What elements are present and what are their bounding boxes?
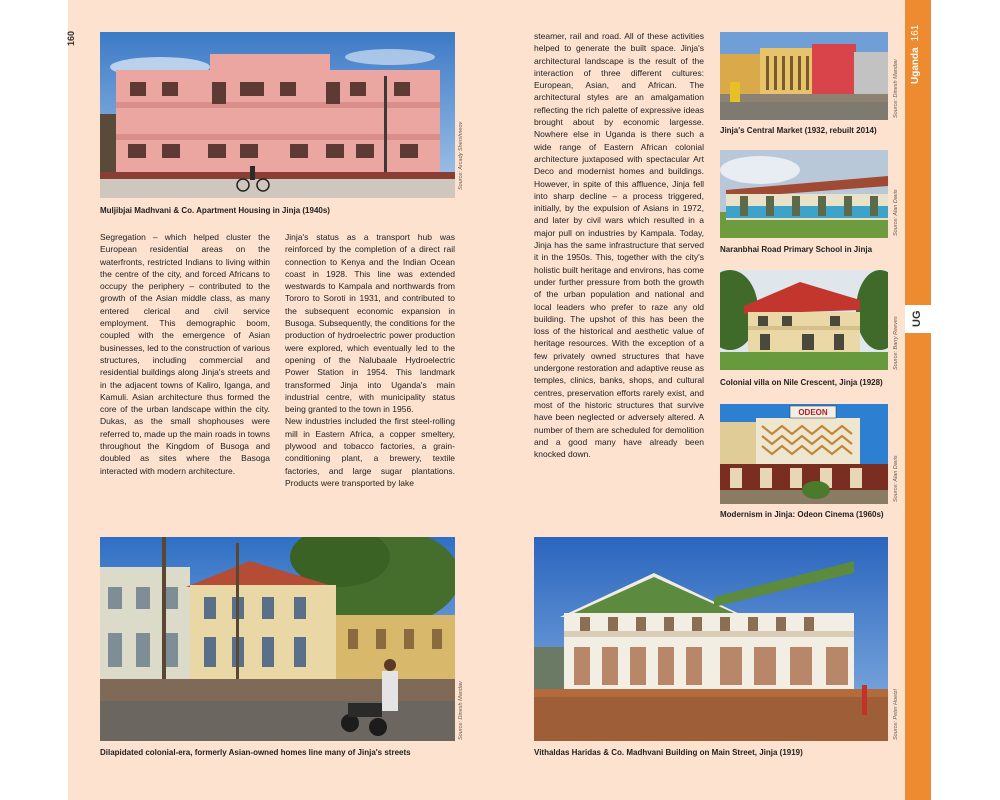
photo-primary-school bbox=[720, 150, 888, 238]
caption-vithaldas-building: Vithaldas Haridas & Co. Madhvani Building on Main Street, Jinja (1919) bbox=[534, 748, 803, 757]
caption-colonial-villa: Colonial villa on Nile Crescent, Jinja (1928) bbox=[720, 378, 883, 387]
photo-dilapidated-street bbox=[100, 537, 455, 741]
chapter-tab bbox=[905, 0, 931, 800]
country-code-box bbox=[905, 305, 931, 333]
photo-vithaldas-building bbox=[534, 537, 888, 741]
photo-credit-school: Source: Alan Davis bbox=[893, 189, 899, 236]
body-paragraph: steamer, rail and road. All of these activities helped to generate the built space. Jinja's architectural landscape is the result of the interaction of three different cultures: European, Asian, and African. The architectural styles are an amalgamation reflecting the rich palette of expressive ideas brought about by economic largesse. Nowhere else in Uganda is there such a wide range of Eastern African colonial architecture juxtaposed with spectacular Art Deco and modernist homes and buildings. However, in spite of this affluence, Jinja fell into sharp decline – a process triggered, initially, by the expulsion of Asians in 1972, and later by civil wars which resulted in a major pull on industries by Kampala. Today, Jinja has the same infrastructure that served it in the 1950s. This, together with the city's holistic built heritage and environs, has come under further pressure from both the growth of the urban population and national and local leaders who prefer to raze any old building. The upshot of this has been the loss of the historical and aesthetic value of heritage resources. With the exception of a few privately owned structures that have undergone restoration and adaptive reuse as temples, clinics, banks, shops, and cultural centres, preservation efforts rarely exist, and most of the historic structures that survive have been neglected or adversely altered. A number of them are scheduled for demolition and a good many have already been knocked down. bbox=[534, 31, 704, 460]
caption-muljibhai: Muljibjai Madhvani & Co. Apartment Housing in Jinja (1940s) bbox=[100, 206, 330, 215]
body-column-2 bbox=[285, 231, 455, 489]
body-column-3 bbox=[534, 30, 704, 460]
country-name: Uganda bbox=[910, 47, 921, 84]
photo-credit-market: Source: Dinesh Mandav bbox=[893, 59, 899, 118]
body-column-1 bbox=[100, 231, 270, 477]
chapter-tab-label bbox=[910, 25, 921, 84]
page-number-right: 161 bbox=[910, 24, 921, 42]
photo-credit-odeon: Source: Alan Davis bbox=[893, 455, 899, 502]
body-paragraph: Jinja's status as a transport hub was reinforced by the completion of a direct rail connection to Kenya and the Indian Ocean coast in 1928. This line was extended westwards to Kampala and northwards from Tororo to Soroti in 1931, and contributed to the subsequent economic expansion in Busoga. Subsequently, the conditions for the production of hydroelectric power production were explored, which eventually led to the opening of the Nalubaale Hydroelectric Power Station in 1954. This landmark transformed Jinja into Uganda's main industrial centre, with municipality status being granted to the town in 1956. bbox=[285, 232, 455, 415]
page-number-left: 160 bbox=[66, 30, 76, 46]
photo-central-market bbox=[720, 32, 888, 120]
body-paragraph: Segregation – which helped cluster the European residential areas on the waterfronts, restricted Indians to living within the centre of the city, and forced Africans to occupy the periphery – contributed to the growth of the Asian middle class, as many entered clerical and civil service employment. This demographic boom, coupled with the emergence of Asian businesses, led to the construction of various structures, including commercial and residential buildings along Jinja's streets and in the adjacent towns of Kaliro, Iganga, and Kamuli. Asian architecture thus formed the core of the urban landscape within the city. Dukas, as the small shophouses were referred to, made up the main roads in towns throughout the Kingdom of Busoga and doubled as sites where the Basoga interacted with modern architecture. bbox=[100, 232, 270, 476]
country-code: UG bbox=[911, 310, 923, 327]
photo-odeon-cinema bbox=[720, 404, 888, 504]
photo-credit-muljibhai: Source: Arcady Shershneov bbox=[458, 121, 464, 190]
caption-central-market: Jinja's Central Market (1932, rebuilt 2014) bbox=[720, 126, 877, 135]
odeon-sign-text: ODEON bbox=[798, 408, 828, 417]
photo-credit-vithaldas: Source: Peter Hoetzl bbox=[893, 689, 899, 740]
photo-credit-villa: Source: Barry Reeves bbox=[893, 316, 899, 370]
caption-dilapidated-street: Dilapidated colonial-era, formerly Asian-owned homes line many of Jinja's streets bbox=[100, 748, 411, 757]
body-paragraph: New industries included the first steel-rolling mill in Eastern Africa, a copper smeltery, plywood and tobacco factories, a grain-conditioning plant, a brewery, textile factories, and large sugar plantations. Products were transported by lake bbox=[285, 416, 455, 488]
caption-primary-school: Naranbhai Road Primary School in Jinja bbox=[720, 245, 873, 254]
caption-odeon-cinema: Modernism in Jinja: Odeon Cinema (1960s) bbox=[720, 510, 884, 519]
photo-credit-street: Source: Dinesh Mandav bbox=[458, 681, 464, 740]
photo-muljibhai-apartment bbox=[100, 32, 455, 198]
photo-colonial-villa bbox=[720, 270, 888, 370]
